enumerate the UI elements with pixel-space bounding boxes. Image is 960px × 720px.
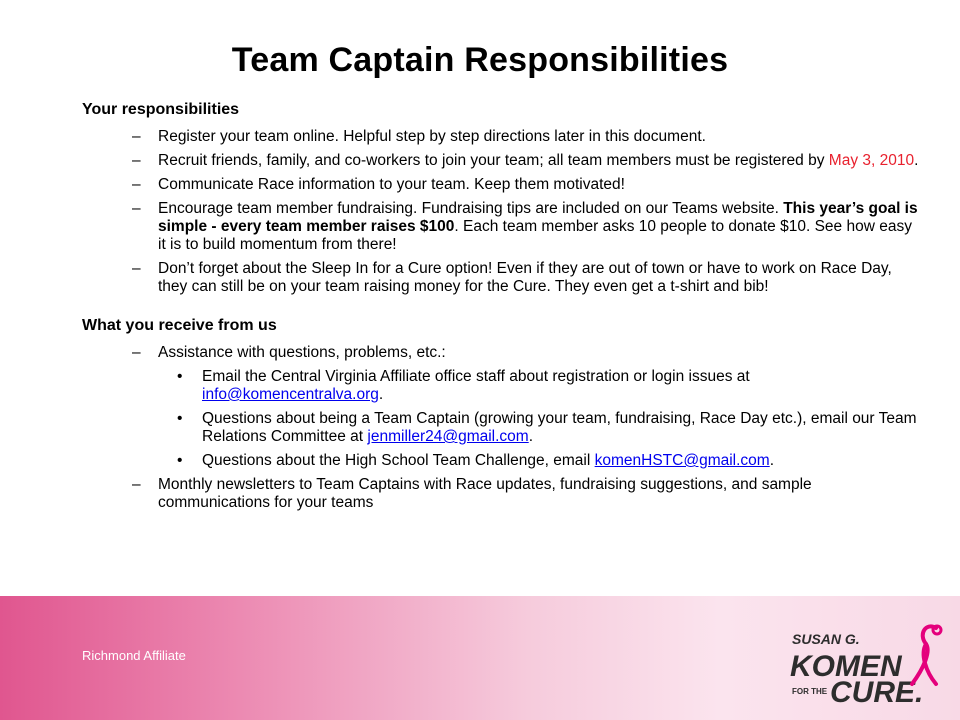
- dash-marker: –: [132, 344, 141, 361]
- list-item: [82, 476, 922, 512]
- bullet-text-end: .: [528, 428, 534, 445]
- item-text-end: . Each team member asks 10 people to donate $10. See how easy it is to build momentum from there!: [158, 218, 912, 253]
- dash-marker: –: [132, 152, 141, 169]
- dash-marker: –: [132, 200, 141, 217]
- dash-marker: –: [132, 176, 141, 193]
- list-item: [82, 260, 922, 296]
- dash-marker: –: [132, 476, 141, 493]
- slide-title: Team Captain Responsibilities: [231, 41, 729, 79]
- list-item: [82, 128, 922, 146]
- logo-artwork: [786, 618, 946, 710]
- dash-marker: –: [132, 128, 141, 145]
- item-text: Don’t forget about the Sleep In for a Cure option! Even if they are out of town or have to work on Race Day, they can still be on your team raising money for the Cure. They even get a t-shirt and bib!: [158, 260, 892, 295]
- bullet-item: [82, 368, 922, 404]
- logo-komen-text: KOMEN: [790, 650, 902, 683]
- bullet-marker: •: [177, 452, 183, 469]
- dash-marker: –: [132, 260, 141, 277]
- item-text: Recruit friends, family, and co-workers to join your team; all team members must be registered by: [158, 152, 829, 169]
- list-item: [82, 200, 922, 254]
- bullet-item: [82, 452, 922, 470]
- footer-affiliate: Richmond Affiliate: [82, 648, 186, 663]
- email-link-hstc[interactable]: komenHSTC@gmail.com: [594, 452, 770, 469]
- bullet-text: Questions about the High School Team Challenge, email: [202, 452, 595, 469]
- list-item: [82, 176, 922, 194]
- section-heading-responsibilities: Your responsibilities: [82, 101, 240, 118]
- logo-cure-text: CURE.: [830, 676, 924, 709]
- bullet-text-end: .: [769, 452, 775, 469]
- bullet-item: [82, 410, 922, 446]
- item-text: Assistance with questions, problems, etc.:: [158, 344, 446, 361]
- logo-susan-text: SUSAN G.: [792, 631, 860, 647]
- item-text-end: .: [914, 152, 919, 169]
- bullet-text: Email the Central Virginia Affiliate office staff about registration or login issues at: [202, 368, 750, 385]
- list-item: [82, 344, 922, 362]
- bullet-text-end: .: [378, 386, 384, 403]
- section-heading-receive: What you receive from us: [82, 317, 277, 334]
- content-body: [82, 100, 922, 518]
- email-link-info[interactable]: info@komencentralva.org: [202, 386, 379, 403]
- item-text: Register your team online. Helpful step by step directions later in this document.: [158, 128, 706, 145]
- item-text: Communicate Race information to your team. Keep them motivated!: [158, 176, 625, 193]
- item-text: Monthly newsletters to Team Captains with Race updates, fundraising suggestions, and sample communications for your teams: [158, 476, 812, 511]
- komen-logo: [786, 618, 946, 710]
- list-item: [82, 152, 922, 170]
- bullet-marker: •: [177, 410, 183, 427]
- email-link-jenmiller[interactable]: jenmiller24@gmail.com: [367, 428, 529, 445]
- footer-band: [0, 596, 960, 720]
- bullet-text: Questions about being a Team Captain (growing your team, fundraising, Race Day etc.), email our Team Relations Committee at: [202, 410, 917, 445]
- bullet-marker: •: [177, 368, 183, 385]
- pink-ribbon-icon: [912, 626, 941, 684]
- goal-statement: This year’s goal is simple - every team member raises $100: [158, 200, 918, 235]
- item-text: Encourage team member fundraising. Fundraising tips are included on our Teams website.: [158, 200, 784, 217]
- logo-forthe-text: FOR THE: [792, 687, 828, 696]
- deadline-date: May 3, 2010: [828, 152, 915, 169]
